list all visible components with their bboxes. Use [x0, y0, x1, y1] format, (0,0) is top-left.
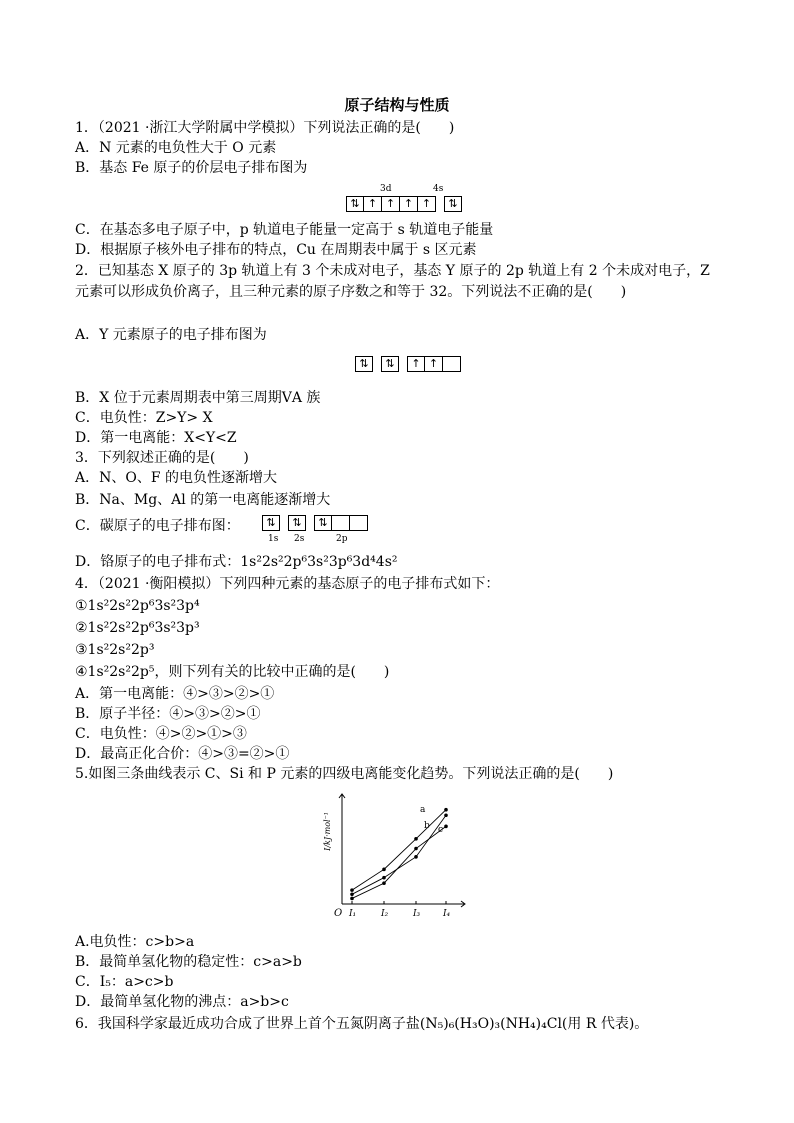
q1-option-b: B．基态 Fe 原子的价层电子排布图为 — [75, 160, 308, 176]
series-c-point-2 — [414, 847, 418, 851]
series-b-point-2 — [414, 855, 418, 859]
c-orbital-2-box-2 — [350, 515, 368, 531]
origin-label: O — [334, 908, 343, 919]
carbon-2s-label: 2s — [294, 534, 305, 544]
q3-option-d — [75, 552, 398, 572]
c-orbital-1-box-0: ⇅ — [288, 515, 306, 531]
y-axis-label: I/kJ·mol⁻¹ — [323, 812, 332, 851]
question-1: 1．（2021 ·浙江大学附属中学模拟）下列说法正确的是( ) — [75, 120, 455, 136]
carbon-orbital-diagram — [262, 515, 376, 531]
x-tick-label-0: I₁ — [349, 909, 357, 919]
q2-option-d: D．第一电离能：X<Y<Z — [75, 430, 237, 446]
question-4: 4．（2021 ·衡阳模拟）下列四种元素的基态原子的电子排布式如下： — [75, 576, 500, 592]
carbon-1s-label: 1s — [268, 534, 279, 544]
x-tick-label-2: I₃ — [413, 909, 421, 919]
y-orbital-0-box-0: ⇅ — [355, 356, 373, 372]
fe-3d-box-4: ↑ — [418, 196, 436, 212]
q4-option-a: A．第一电离能：④>③>②>① — [75, 686, 275, 702]
config-4-line — [75, 662, 389, 682]
q3-option-a: A．N、O、F 的电负性逐渐增大 — [75, 470, 278, 486]
page-title: 原子结构与性质 — [344, 96, 450, 114]
fe-3d-box-2: ↑ — [382, 196, 400, 212]
q1-option-d: D．根据原子核外电子排布的特点，Cu 在周期表中属于 s 区元素 — [75, 242, 477, 258]
fe-3d-boxes — [346, 196, 436, 212]
series-a-point-3 — [444, 808, 448, 812]
c-orbital-group-2 — [314, 515, 368, 531]
series-a-label: a — [420, 805, 426, 815]
x-tick-label-3: I₄ — [443, 909, 451, 919]
series-a-point-1 — [382, 868, 386, 872]
fe-4s-label: 4s — [433, 184, 444, 194]
y-orbital-group-2 — [407, 356, 461, 372]
q5c-var: C．I₅ — [75, 974, 111, 990]
fe-3d-box-3: ↑ — [400, 196, 418, 212]
q3-option-b: B．Na、Mg、Al 的第一电离能逐渐增大 — [75, 492, 331, 508]
y-orbital-diagram — [355, 356, 469, 372]
y-orbital-group-0 — [355, 356, 373, 372]
config-4: ④1s²2s²2p⁵ — [75, 664, 155, 680]
ionization-energy-chart — [320, 792, 470, 922]
cr-config: 1s²2s²2p⁶3s²3p⁶3d⁴4s² — [240, 554, 398, 570]
question-6: 6．我国科学家最近成功合成了世界上首个五氮阴离子盐(N₅)₆(H₃O)₃(NH₄)₄Cl(用 R 代表)。 — [75, 1016, 649, 1032]
series-b-point-1 — [382, 876, 386, 880]
fe-3d-label: 3d — [380, 184, 392, 194]
series-b-point-0 — [350, 892, 354, 896]
question-2: 2．已知基态 X 原子的 3p 轨道上有 3 个未成对电子，基态 Y 原子的 2p 轨道上有 2 个未成对电子，Z 元素可以形成负价离子，且三种元素的原子序数之和等于 32。下列说法不正确的是( ) — [75, 263, 710, 300]
fe-3d-box-1: ↑ — [364, 196, 382, 212]
question-3: 3．下列叙述正确的是( ) — [75, 450, 249, 466]
config-2: ②1s²2s²2p⁶3s²3p³ — [75, 620, 200, 636]
y-orbital-1-box-0: ⇅ — [381, 356, 399, 372]
q4-tail: ，则下列有关的比较中正确的是( ) — [154, 664, 390, 680]
series-b-label: b — [424, 821, 430, 831]
q3-option-d-text: D．铬原子的电子排布式： — [75, 554, 241, 570]
series-c-label: c — [438, 825, 444, 835]
fe-orbital-diagram — [346, 196, 470, 212]
config-3: ③1s²2s²2p³ — [75, 642, 155, 658]
c-orbital-2-box-1 — [332, 515, 350, 531]
series-a-line — [352, 810, 446, 890]
x-tick-label-1: I₂ — [381, 909, 389, 919]
q4-option-b: B．原子半径：④>③>②>① — [75, 706, 261, 722]
series-c-point-3 — [444, 825, 448, 829]
y-orbital-2-box-2 — [443, 356, 461, 372]
q5-option-c — [75, 972, 173, 992]
question-5: 5.如图三条曲线表示 C、Si 和 P 元素的四级电离能变化趋势。下列说法正确的是( ) — [75, 766, 614, 782]
q5c-tail: ：a>c>b — [110, 974, 174, 990]
series-c-point-0 — [350, 897, 354, 901]
q4-option-d: D．最高正化合价：④>③=②>① — [75, 746, 290, 762]
c-orbital-2-box-0: ⇅ — [314, 515, 332, 531]
series-c-line — [352, 826, 446, 898]
series-b-point-3 — [444, 813, 448, 817]
q5-option-d: D．最简单氢化物的沸点：a>b>c — [75, 994, 289, 1010]
fe-3d-box-0: ⇅ — [346, 196, 364, 212]
q1-option-a: A．N 元素的电负性大于 O 元素 — [75, 140, 277, 156]
q3-option-c: C．碳原子的电子排布图： — [75, 518, 240, 534]
q4-option-c: C．电负性：④>②>①>③ — [75, 726, 247, 742]
q5-option-a: A.电负性：c>b>a — [75, 934, 195, 950]
c-orbital-0-box-0: ⇅ — [262, 515, 280, 531]
config-1: ①1s²2s²2p⁶3s²3p⁴ — [75, 598, 200, 614]
series-c-point-1 — [382, 881, 386, 885]
q1-option-c: C．在基态多电子原子中，p 轨道电子能量一定高于 s 轨道电子能量 — [75, 222, 494, 238]
carbon-2p-label: 2p — [336, 534, 348, 544]
series-a-point-2 — [414, 837, 418, 841]
fe-4s-boxes — [444, 196, 462, 212]
c-orbital-group-0 — [262, 515, 280, 531]
q2-option-b: B．X 位于元素周期表中第三周期ⅤA 族 — [75, 390, 321, 406]
y-orbital-2-box-0: ↑ — [407, 356, 425, 372]
fe-4s-box-0: ⇅ — [444, 196, 462, 212]
q2-option-c: C．电负性：Z>Y> X — [75, 410, 213, 426]
series-a-point-0 — [350, 888, 354, 892]
q5-option-b: B．最简单氢化物的稳定性：c>a>b — [75, 954, 302, 970]
c-orbital-group-1 — [288, 515, 306, 531]
y-orbital-2-box-1: ↑ — [425, 356, 443, 372]
q2-option-a: A．Y 元素原子的电子排布图为 — [75, 327, 267, 343]
y-orbital-group-1 — [381, 356, 399, 372]
